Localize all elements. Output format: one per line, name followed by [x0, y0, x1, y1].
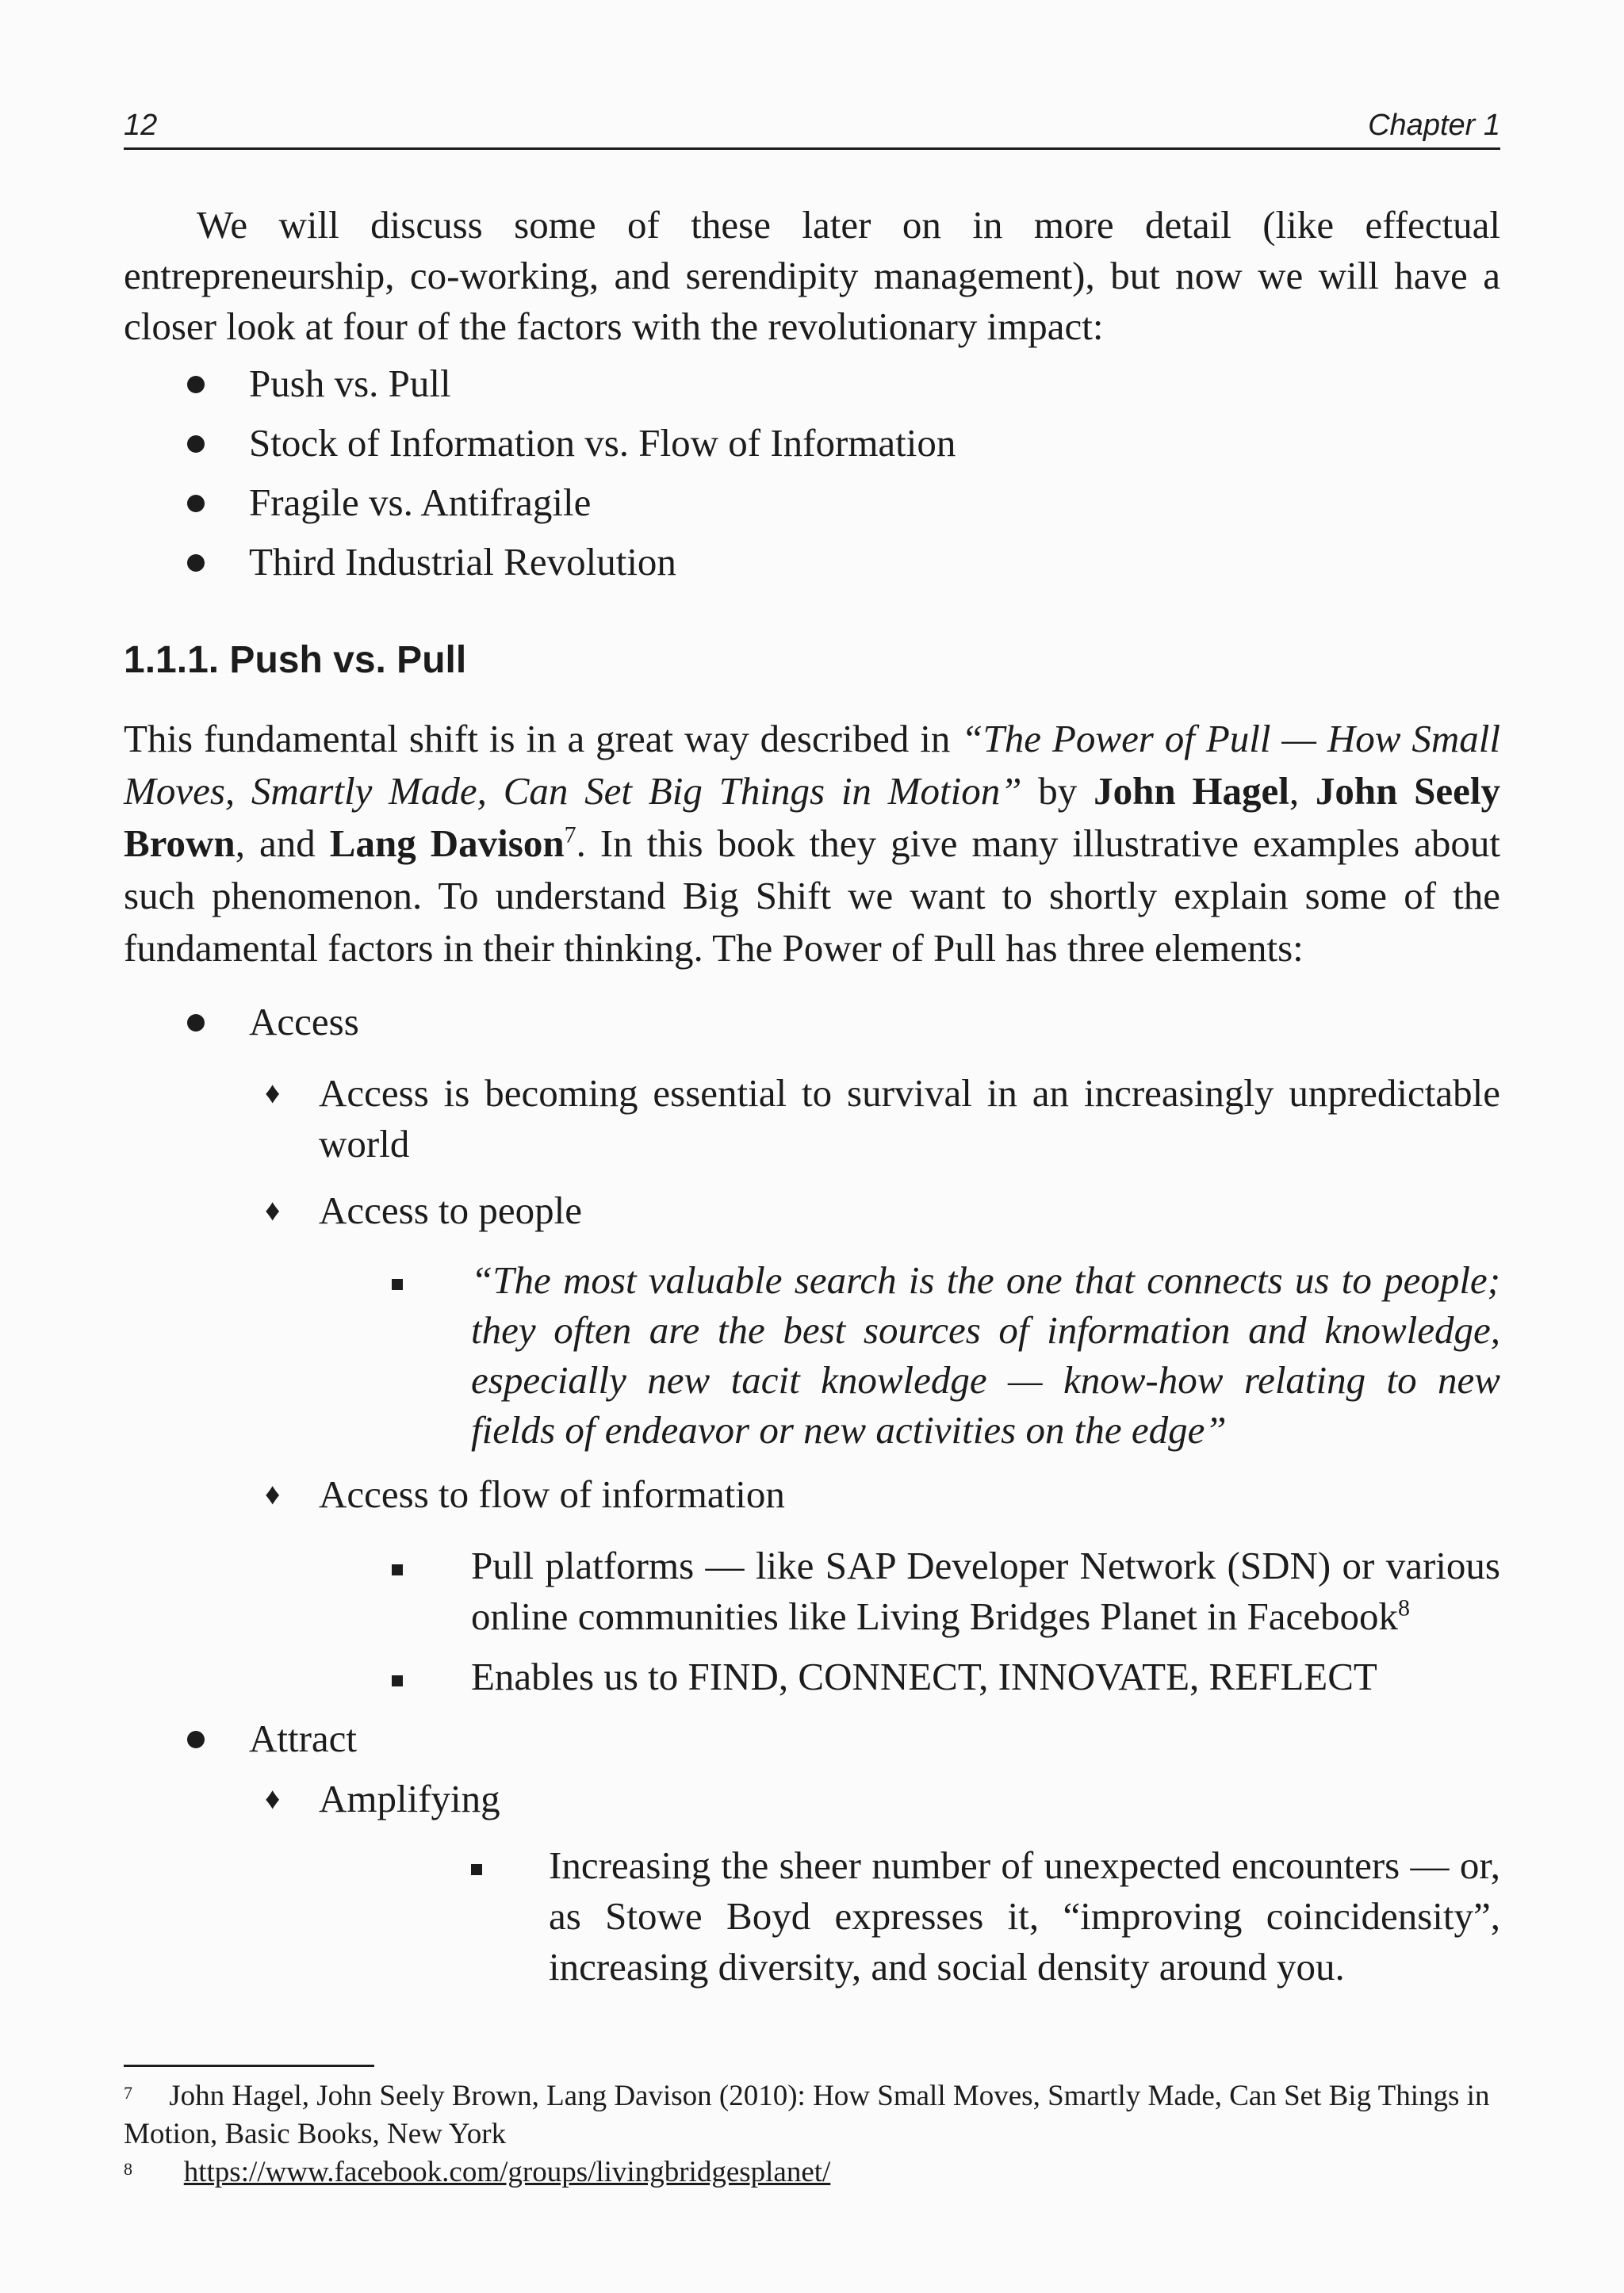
list-item: Stock of Information vs. Flow of Information	[249, 421, 956, 465]
diamond-icon: ♦	[265, 1782, 281, 1816]
list-item: ♦ Amplifying	[124, 1774, 1500, 1824]
footnotes	[124, 2077, 1500, 2192]
diamond-icon: ♦	[265, 1077, 281, 1110]
section-paragraph: This fundamental shift is in a great way described in “The Power of Pull — How Small Moves, Smartly Made, Can Set Big Things in Motion” by John Hagel, John Seely Brown, and Lang Davison$^7$. In this book they give many illustrative examples about such phenomenon. To understand Big Shift we want to shortly explain some of the fundamental factors in their thinking. The Power of Pull has three elements:	[124, 717, 1501, 970]
diamond-icon: ♦	[265, 1478, 281, 1511]
section-heading: 1.1.1. Push vs. Pull	[124, 639, 467, 681]
footnote-7: $^7$ John Hagel, John Seely Brown, Lang Davison (2010): How Small Moves, Smartly Made, Can Set Big Things in Motion, Basic Books, New York	[124, 2080, 1490, 2150]
list-item: ♦ Access is becoming essential to survival in an increasingly unpredictable world	[124, 1068, 1500, 1169]
factor-list	[124, 358, 1500, 588]
chapter-label: Chapter 1	[1368, 109, 1500, 142]
author-name: John Hagel	[1094, 769, 1289, 813]
square-bullet-icon	[249, 1840, 549, 1891]
footnote-divider	[124, 2065, 374, 2067]
list-item: ♦ Access to people	[124, 1185, 1500, 1236]
author-name: John Seely Brown	[124, 769, 1501, 865]
diamond-icon: ♦	[265, 1194, 281, 1227]
pull-elements-list	[124, 997, 1500, 1992]
list-item: Enables us to FIND, CONNECT, INNOVATE, REFLECT	[124, 1652, 1500, 1702]
square-bullet-icon	[249, 1652, 471, 1702]
quote-text: “The most valuable search is the one that connects us to people; they often are the best sources of information and knowledge, especially new tacit knowledge — know-how relating to new fields of endeavor or new activities on the edge”	[471, 1258, 1500, 1452]
list-item: Push vs. Pull	[249, 362, 451, 405]
list-item: Attract	[249, 1717, 358, 1760]
footnote-8: $^8$ https://www.facebook.com/groups/livingbridgesplanet/	[124, 2156, 831, 2188]
author-name: Lang Davison	[329, 821, 565, 865]
intro-paragraph: We will discuss some of these later on in more detail (like effectual entrepreneurship, co-working, and serendipity management), but now we will have a closer look at four of the factors with the revolutionary impact:	[124, 203, 1500, 348]
square-bullet-icon	[249, 1541, 471, 1591]
list-item: Increasing the sheer number of unexpected encounters — or, as Stowe Boyd expresses it, “improving coincidensity”, increasing diversity, and social density around you.	[124, 1840, 1500, 1992]
footnote-ref: 8	[1398, 1594, 1411, 1621]
book-title: “The Power of Pull — How Small Moves, Smartly Made, Can Set Big Things in Motion”	[124, 717, 1500, 813]
list-item: Third Industrial Revolution	[249, 540, 676, 584]
list-item	[124, 1255, 1500, 1455]
facebook-group-link[interactable]: https://www.facebook.com/groups/livingbridgesplanet/	[183, 2156, 831, 2188]
list-item: Pull platforms — like SAP Developer Network (SDN) or various online communities like Living Bridges Planet in Facebook$^8$	[124, 1541, 1500, 1642]
page-body	[124, 200, 1500, 1992]
list-item: ♦ Access to flow of information	[124, 1469, 1500, 1520]
square-bullet-icon	[249, 1255, 471, 1306]
footnote-ref: 7	[564, 821, 576, 848]
running-header	[124, 103, 1500, 150]
list-item: Access	[249, 1000, 359, 1043]
list-item: Fragile vs. Antifragile	[249, 480, 592, 524]
page-number: 12	[124, 109, 158, 142]
